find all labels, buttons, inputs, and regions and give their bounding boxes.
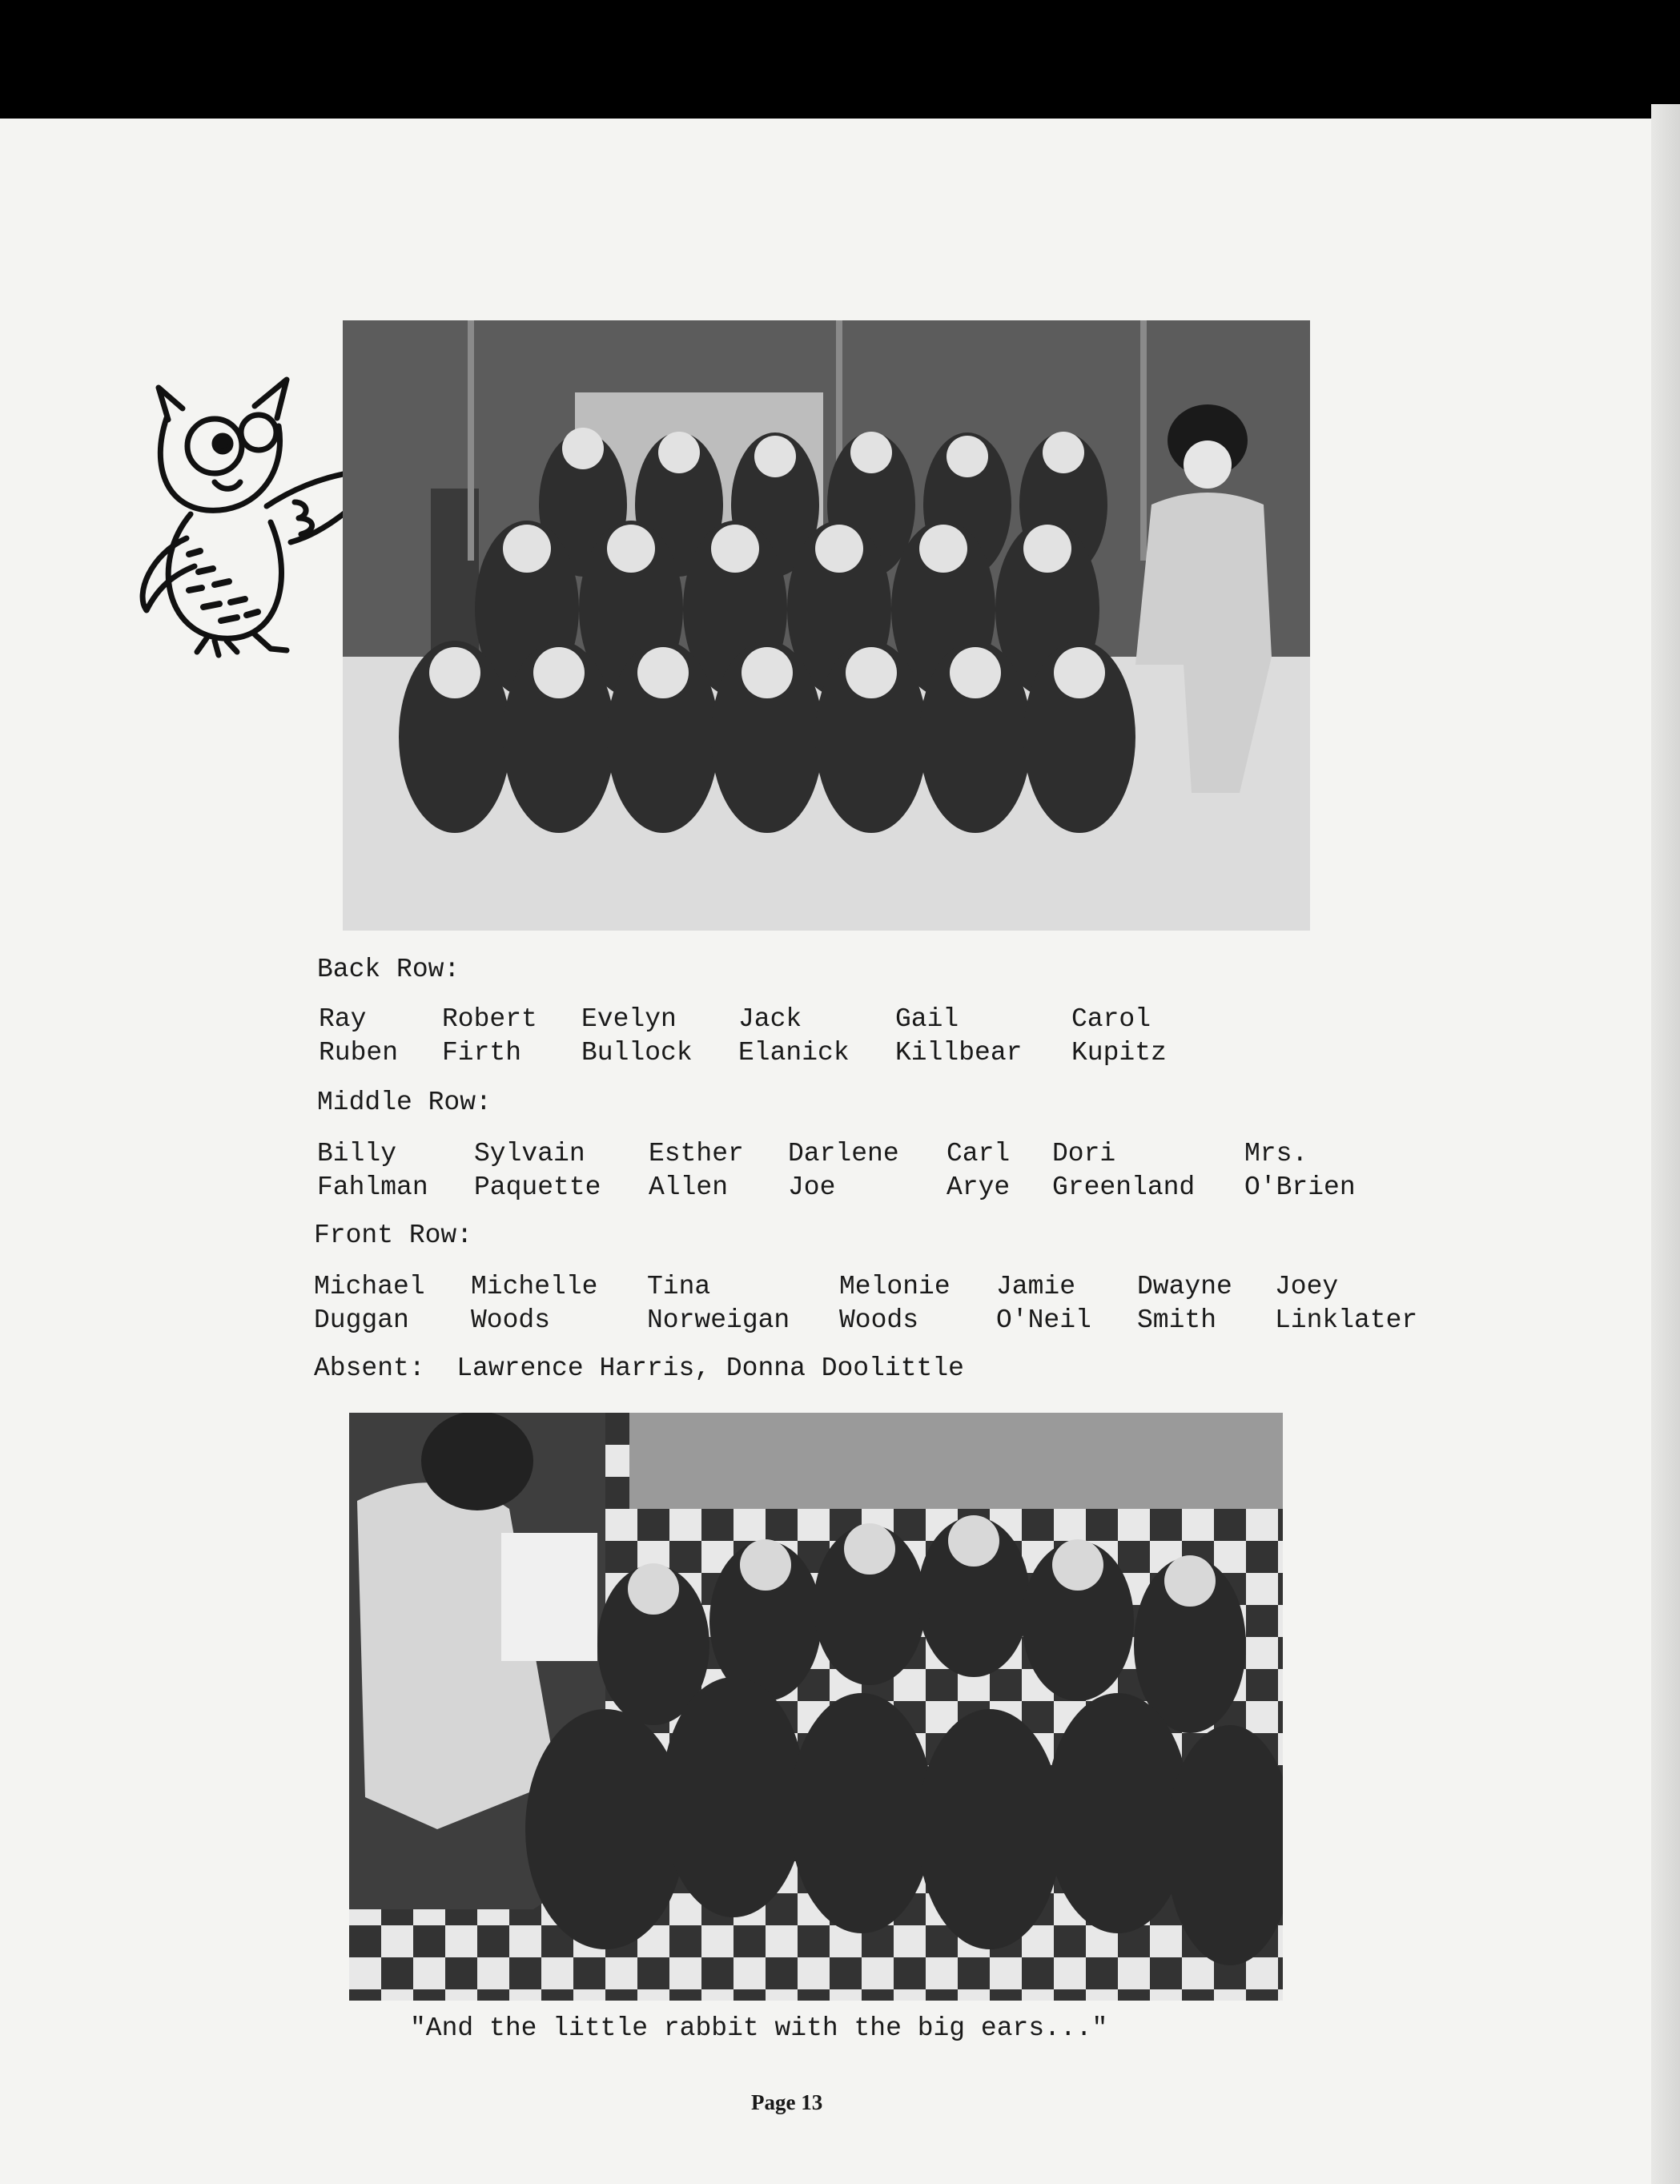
front-row-name: Michelle Woods: [471, 1272, 598, 1335]
back-row-name: Jack Elanick: [738, 1004, 850, 1068]
middle-row-label: Middle Row:: [317, 1088, 492, 1117]
middle-row-name: Dori Greenland: [1052, 1139, 1196, 1202]
front-row-label: Front Row:: [314, 1221, 473, 1250]
story-time-photo: [349, 1413, 1283, 2001]
middle-row-name: Mrs. O'Brien: [1244, 1139, 1356, 1202]
front-row-name: Michael Duggan: [314, 1272, 425, 1335]
middle-row-name: Esther Allen: [649, 1139, 744, 1202]
page-edge: [1651, 104, 1680, 2184]
front-row-name: Joey Linklater: [1275, 1272, 1418, 1335]
back-row-name: Evelyn Bullock: [581, 1004, 693, 1068]
front-row-name: Dwayne Smith: [1137, 1272, 1232, 1335]
absent-line: Absent: Lawrence Harris, Donna Doolittle: [314, 1353, 964, 1383]
back-row-label: Back Row:: [317, 955, 460, 984]
back-row-name: Ray Ruben: [319, 1004, 399, 1068]
front-row-name: Jamie O'Neil: [996, 1272, 1091, 1335]
middle-row-name: Sylvain Paquette: [474, 1139, 601, 1202]
middle-row-name: Billy Fahlman: [317, 1139, 428, 1202]
photo-caption: "And the little rabbit with the big ears...": [410, 2013, 1108, 2043]
back-row-name: Gail Killbear: [895, 1004, 1023, 1068]
back-row-name: Carol Kupitz: [1071, 1004, 1167, 1068]
back-row-name: Robert Firth: [442, 1004, 537, 1068]
class-photo: [343, 320, 1310, 931]
page-number: Page 13: [751, 2090, 823, 2114]
front-row-name: Melonie Woods: [839, 1272, 951, 1335]
middle-row-name: Darlene Joe: [788, 1139, 899, 1202]
front-row-name: Tina Norweigan: [647, 1272, 790, 1335]
middle-row-name: Carl Arye: [947, 1139, 1011, 1202]
